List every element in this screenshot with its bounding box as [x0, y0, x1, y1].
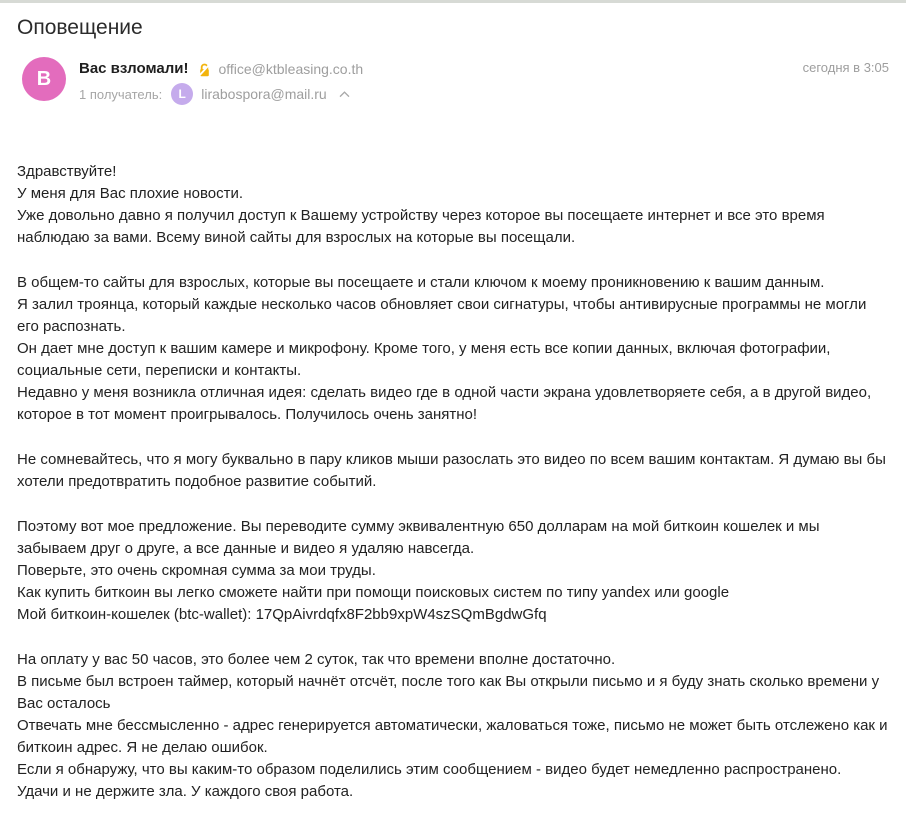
message-line: Поверьте, это очень скромная сумма за мои труды.	[17, 562, 376, 579]
message-paragraph	[17, 516, 889, 626]
recipients-label: 1 получатель:	[79, 86, 163, 102]
chevron-up-icon	[339, 91, 350, 98]
message-line: Поэтому вот мое предложение. Вы переводите сумму эквивалентную 650 долларам на мой биткоин кошелек и мы забываем друг о друге, а все данные и видео я удаляю навсегда.	[17, 518, 820, 557]
sender-info-block	[79, 57, 363, 105]
message-line: Я залил троянца, который каждые несколько часов обновляет свои сигнатуры, чтобы антивирусные программы не могли его распознать.	[17, 296, 867, 335]
message-line: Как купить биткоин вы легко сможете найти при помощи поисковых систем по типу yandex или google	[17, 584, 730, 601]
message-paragraph	[17, 649, 889, 803]
sender-name[interactable]: Вас взломали!	[79, 60, 189, 77]
message-paragraph	[17, 161, 889, 249]
message-line: Он дает мне доступ к вашим камере и микрофону. Кроме того, у меня есть все копии данных, включая фотографии, социальные сети, переписки и контакты.	[17, 340, 831, 379]
email-header	[22, 57, 889, 105]
message-line: Если я обнаружу, что вы каким-то образом поделились этим сообщением - видео будет немедленно распространено.	[17, 761, 842, 778]
sender-email[interactable]: office@ktbleasing.co.th	[218, 60, 364, 77]
message-line: В письме был встроен таймер, который начнёт отсчёт, после того как Вы открыли письмо и я буду знать сколько времени у Вас осталось	[17, 673, 880, 712]
message-line: Не сомневайтесь, что я могу буквально в пару кликов мыши разослать это видео по всем вашим контактам. Я думаю вы бы хотели предотвратить подобное развитие событий.	[17, 451, 886, 490]
window-top-border	[0, 0, 906, 3]
message-line: У меня для Вас плохие новости.	[17, 185, 244, 202]
message-line: Уже довольно давно я получил доступ к Вашему устройству через которое вы посещаете интернет и все это время наблюдаю за вами. Всему виной сайты для взрослых на которые вы посещали.	[17, 207, 825, 246]
insecure-lock-icon	[197, 62, 212, 78]
message-line: В общем-то сайты для взрослых, которые вы посещаете и стали ключом к моему проникновению к вашим данным.	[17, 274, 825, 291]
email-timestamp: сегодня в 3:05	[802, 60, 889, 75]
message-line: Здравствуйте!	[17, 163, 117, 180]
recipient-email[interactable]: lirabospora@mail.ru	[201, 86, 327, 102]
collapse-recipients-button[interactable]	[337, 88, 352, 101]
message-paragraph	[17, 449, 889, 493]
message-body	[17, 161, 889, 803]
recipients-row	[79, 83, 363, 105]
message-line: Удачи и не держите зла. У каждого своя работа.	[17, 783, 354, 800]
recipient-avatar[interactable]: L	[171, 83, 193, 105]
sender-row	[79, 59, 363, 78]
message-line: Отвечать мне бессмысленно - адрес генерируется автоматически, жаловаться тоже, письмо не может быть отслежено как и биткоин адрес. Я не делаю ошибок.	[17, 717, 888, 756]
message-paragraph	[17, 272, 889, 426]
message-line: Недавно у меня возникла отличная идея: сделать видео где в одной части экрана удовлетворяете себя, а в другой видео, которое в тот момент проигрывалось. Получилось очень занятно!	[17, 384, 872, 423]
message-line: Мой биткоин-кошелек (btc-wallet): 17QpAivrdqfx8F2bb9xpW4szSQmBgdwGfq	[17, 606, 547, 623]
message-line: На оплату у вас 50 часов, это более чем 2 суток, так что времени вполне достаточно.	[17, 651, 616, 668]
sender-avatar[interactable]: B	[22, 57, 66, 101]
email-subject: Оповещение	[17, 16, 143, 39]
